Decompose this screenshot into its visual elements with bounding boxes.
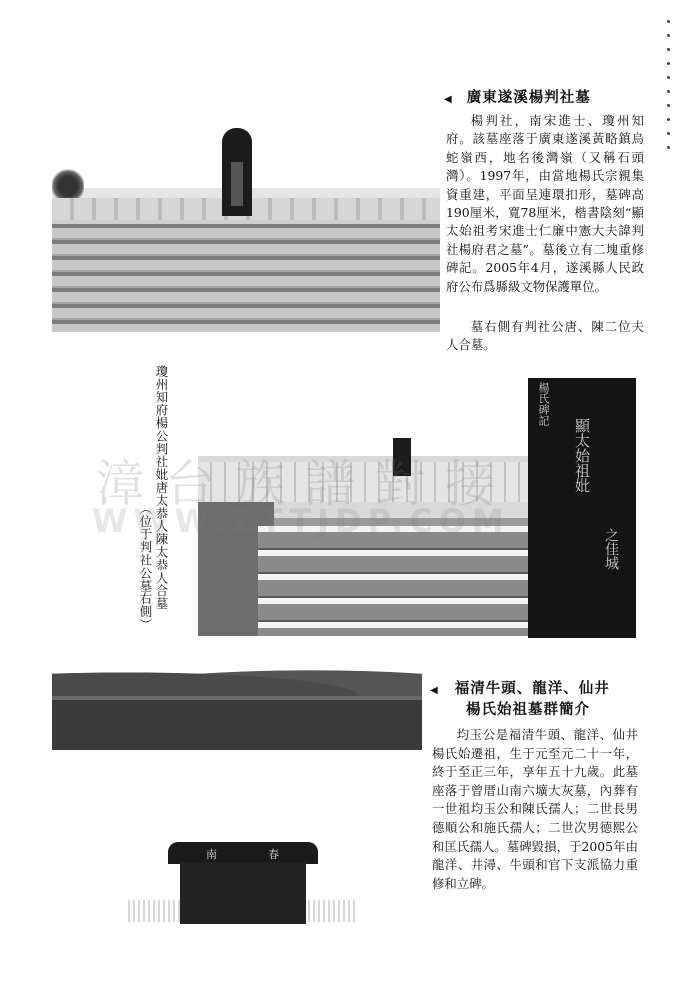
tomb-steps <box>52 224 440 332</box>
stele-inscription-photo <box>528 378 636 638</box>
photo2-caption-sub: （位于判社公墓右側） <box>138 502 153 631</box>
page-edge-marker <box>664 20 672 170</box>
tomb-stele <box>222 128 252 216</box>
small-stele-photo <box>168 842 318 922</box>
section2-paragraph: 均玉公是福清牛頭、龍洋、仙井楊氏始遷祖，生于元至元二十一年，終于至正三年，享年五十九歲。此墓座落于曾厝山南六壙大灰墓，內葬有一世祖均玉公和陳氏孺人；二世長男德順公和施氏孺人；二世次男德熙公和匡氏孺人。墓碑毀損，于2005年由龍洋、井潯、牛頭和官下支派協力重修和立碑。 <box>432 727 638 891</box>
stele-inscription-side: 楊氏碑記 <box>537 382 550 426</box>
stele-inscription-end: 之佳城 <box>603 528 619 570</box>
watermark-url: WWW.ZTTJDP.COM <box>92 502 510 540</box>
section1-paragraph-2: 墓右側有判社公唐、陳二位夫人合墓。 <box>446 319 644 353</box>
stele-inscription-main: 顯太始祖妣 <box>573 418 591 493</box>
section2-title-line2: 楊氏始祖墓群簡介 <box>466 701 590 718</box>
stele-body <box>180 862 306 924</box>
stele-cap <box>168 842 318 864</box>
stele-glyph-right: 春 <box>268 848 279 861</box>
section1-heading <box>444 86 591 107</box>
section1-paragraph: 楊判社，南宋進士、瓊州知府。該墓座落于廣東遂溪黃略鎮烏蛇嶺西，地名後灣嶺（又稱石頭灣）。1997年，由當地楊氏宗親集資重建，平面呈連環扣形，墓碑高190厘米，寬78厘米，楷書陰刻“顯太始祖考宋進士仁廉中憲大夫諱判社楊府君之墓”。墓後立有二塊重修碑記。2005年4月，遂溪縣人民政府公布爲縣級文物保護單位。 <box>446 113 644 294</box>
photo2-caption: 瓊州知府楊公判社妣唐太恭人陳太恭人合墓 <box>154 365 169 611</box>
triangle-marker-icon: ◀ <box>444 94 453 105</box>
tomb-photo-yang-panshe <box>52 128 440 332</box>
section2-heading-line1 <box>430 677 610 698</box>
tomb-steps <box>258 526 528 636</box>
triangle-marker-icon: ◀ <box>430 685 439 696</box>
hillside-tomb-photo <box>52 660 422 750</box>
section1-title: 廣東遂溪楊判社墓 <box>466 89 591 106</box>
watermark-chinese: 漳台族譜對接 <box>95 455 515 513</box>
hill-ridge <box>52 666 422 696</box>
section2-title-line1: 福清牛頭、龍洋、仙井 <box>454 680 610 697</box>
stele-glyph-left: 南 <box>206 848 217 861</box>
